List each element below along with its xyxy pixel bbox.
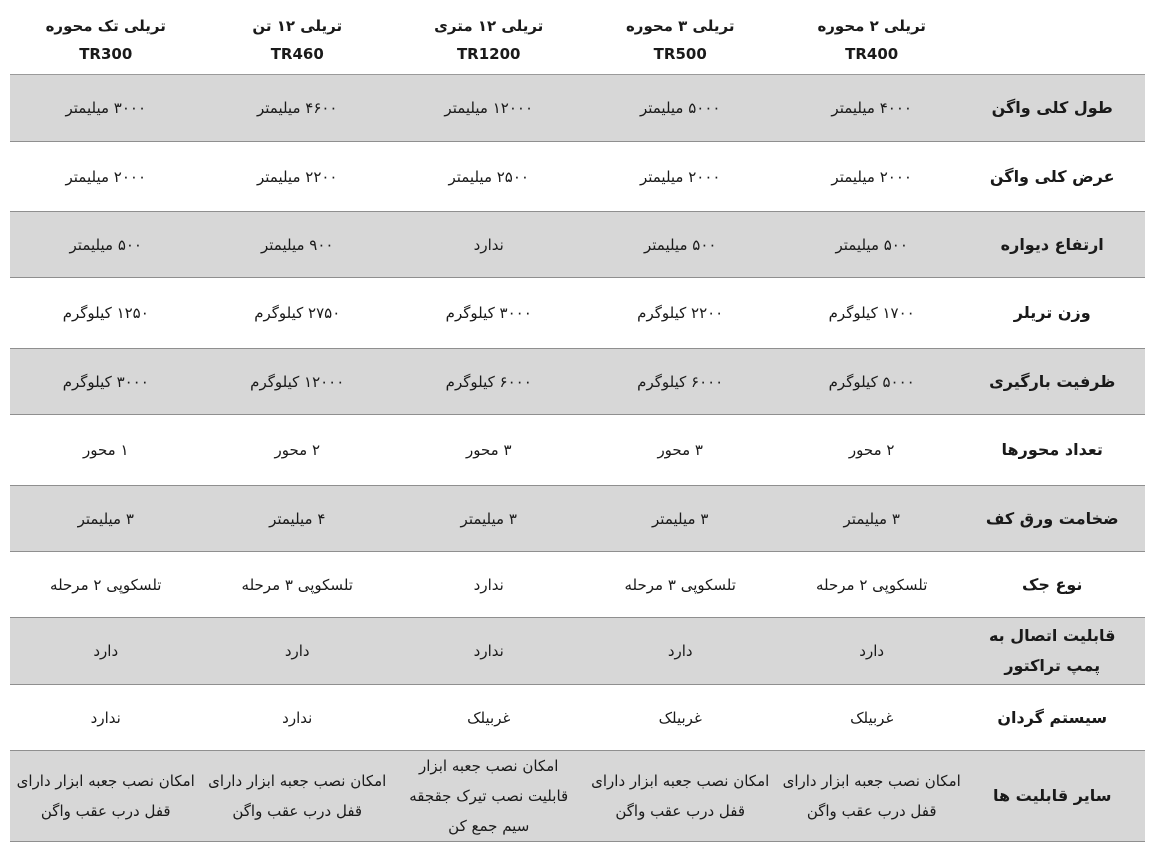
table-cell: ۳۰۰۰ کیلوگرم	[10, 349, 202, 415]
table-cell: ۴۶۰۰ میلیمتر	[202, 75, 393, 142]
table-cell: دارد	[584, 618, 775, 685]
row-label: طول کلی واگن	[967, 75, 1145, 142]
table-cell: ۲۵۰۰ میلیمتر	[393, 142, 584, 212]
trailer-spec-table	[10, 6, 1145, 842]
table-cell: ۳ محور	[584, 415, 775, 486]
table-cell: ۵۰۰ میلیمتر	[776, 212, 967, 278]
table-cell: ۲۰۰۰ میلیمتر	[776, 142, 967, 212]
table-row	[10, 552, 1145, 618]
column-name: تریلی ۲ محوره	[817, 17, 926, 35]
table-cell: ۶۰۰۰ کیلوگرم	[584, 349, 775, 415]
table-cell: ندارد	[393, 212, 584, 278]
table-cell: ۲ محور	[202, 415, 393, 486]
table-row	[10, 618, 1145, 685]
column-header-tr300	[10, 6, 202, 75]
row-label: سیستم گردان	[967, 685, 1145, 751]
table-cell: ۳ میلیمتر	[776, 486, 967, 552]
table-cell: امکان نصب جعبه ابزار دارای قفل درب عقب واگن	[202, 751, 393, 842]
table-cell: تلسکوپی ۳ مرحله	[202, 552, 393, 618]
table-cell: ۲۲۰۰ میلیمتر	[202, 142, 393, 212]
table-cell: تلسکوپی ۲ مرحله	[776, 552, 967, 618]
table-row	[10, 212, 1145, 278]
table-cell: ۶۰۰۰ کیلوگرم	[393, 349, 584, 415]
column-header-tr1200	[393, 6, 584, 75]
column-code: TR300	[79, 45, 133, 63]
table-cell: ۵۰۰ میلیمتر	[584, 212, 775, 278]
table-cell: امکان نصب جعبه ابزار دارای قفل درب عقب واگن	[584, 751, 775, 842]
table-cell: ۴۰۰۰ میلیمتر	[776, 75, 967, 142]
table-cell: ۵۰۰۰ میلیمتر	[584, 75, 775, 142]
table-cell: ندارد	[10, 685, 202, 751]
table-row	[10, 751, 1145, 842]
table-row	[10, 142, 1145, 212]
table-cell: ۹۰۰ میلیمتر	[202, 212, 393, 278]
table-cell: غربیلک	[776, 685, 967, 751]
spec-table-wrapper	[10, 6, 1145, 842]
table-row	[10, 75, 1145, 142]
corner-cell	[967, 6, 1145, 75]
table-cell: ۱۲۰۰۰ کیلوگرم	[202, 349, 393, 415]
column-name: تریلی تک محوره	[45, 17, 166, 35]
table-cell: ۱۲۰۰۰ میلیمتر	[393, 75, 584, 142]
table-row	[10, 349, 1145, 415]
column-name: تریلی ۱۲ تن	[252, 17, 343, 35]
table-cell: ۳ میلیمتر	[393, 486, 584, 552]
column-code: TR1200	[456, 45, 521, 63]
table-cell: امکان نصب جعبه ابزار قابلیت نصب تیرک جقجقه سیم جمع کن	[393, 751, 584, 842]
table-cell: ۴ میلیمتر	[202, 486, 393, 552]
table-row	[10, 415, 1145, 486]
row-label: سایر قابلیت ها	[967, 751, 1145, 842]
table-cell: دارد	[202, 618, 393, 685]
row-label: قابلیت اتصال به پمپ تراکتور	[967, 618, 1145, 685]
table-cell: ۳ میلیمتر	[584, 486, 775, 552]
column-header-tr460	[202, 6, 393, 75]
table-cell: ۱۷۰۰ کیلوگرم	[776, 278, 967, 349]
row-label: ظرفیت بارگیری	[967, 349, 1145, 415]
table-cell: امکان نصب جعبه ابزار دارای قفل درب عقب واگن	[10, 751, 202, 842]
table-cell: ۱ محور	[10, 415, 202, 486]
table-cell: ۲۰۰۰ میلیمتر	[584, 142, 775, 212]
table-cell: ۵۰۰ میلیمتر	[10, 212, 202, 278]
table-cell: دارد	[776, 618, 967, 685]
table-cell: ۲ محور	[776, 415, 967, 486]
header-row	[10, 6, 1145, 75]
row-label: عرض کلی واگن	[967, 142, 1145, 212]
table-cell: دارد	[10, 618, 202, 685]
table-cell: ۲۷۵۰ کیلوگرم	[202, 278, 393, 349]
table-cell: تلسکوپی ۲ مرحله	[10, 552, 202, 618]
table-row	[10, 278, 1145, 349]
table-cell: امکان نصب جعبه ابزار دارای قفل درب عقب واگن	[776, 751, 967, 842]
column-name: تریلی ۳ محوره	[625, 17, 735, 35]
column-code: TR400	[845, 45, 899, 63]
column-header-tr500	[584, 6, 775, 75]
table-cell: غربیلک	[393, 685, 584, 751]
row-label: ارتفاع دیواره	[967, 212, 1145, 278]
table-cell: ندارد	[393, 552, 584, 618]
column-code: TR460	[270, 45, 324, 63]
column-header-tr400	[776, 6, 967, 75]
table-cell: ۳ محور	[393, 415, 584, 486]
table-cell: ۲۰۰۰ میلیمتر	[10, 142, 202, 212]
table-cell: ۵۰۰۰ کیلوگرم	[776, 349, 967, 415]
row-label: ضخامت ورق کف	[967, 486, 1145, 552]
table-cell: ندارد	[202, 685, 393, 751]
table-cell: غربیلک	[584, 685, 775, 751]
table-cell: ۳ میلیمتر	[10, 486, 202, 552]
column-code: TR500	[653, 45, 707, 63]
table-row	[10, 685, 1145, 751]
table-cell: ۱۲۵۰ کیلوگرم	[10, 278, 202, 349]
table-cell: ۲۲۰۰ کیلوگرم	[584, 278, 775, 349]
row-label: وزن تریلر	[967, 278, 1145, 349]
table-cell: ۳۰۰۰ کیلوگرم	[393, 278, 584, 349]
table-cell: ۳۰۰۰ میلیمتر	[10, 75, 202, 142]
table-row	[10, 486, 1145, 552]
row-label: نوع جک	[967, 552, 1145, 618]
table-cell: ندارد	[393, 618, 584, 685]
column-name: تریلی ۱۲ متری	[434, 17, 544, 35]
table-cell: تلسکوپی ۳ مرحله	[584, 552, 775, 618]
row-label: تعداد محورها	[967, 415, 1145, 486]
